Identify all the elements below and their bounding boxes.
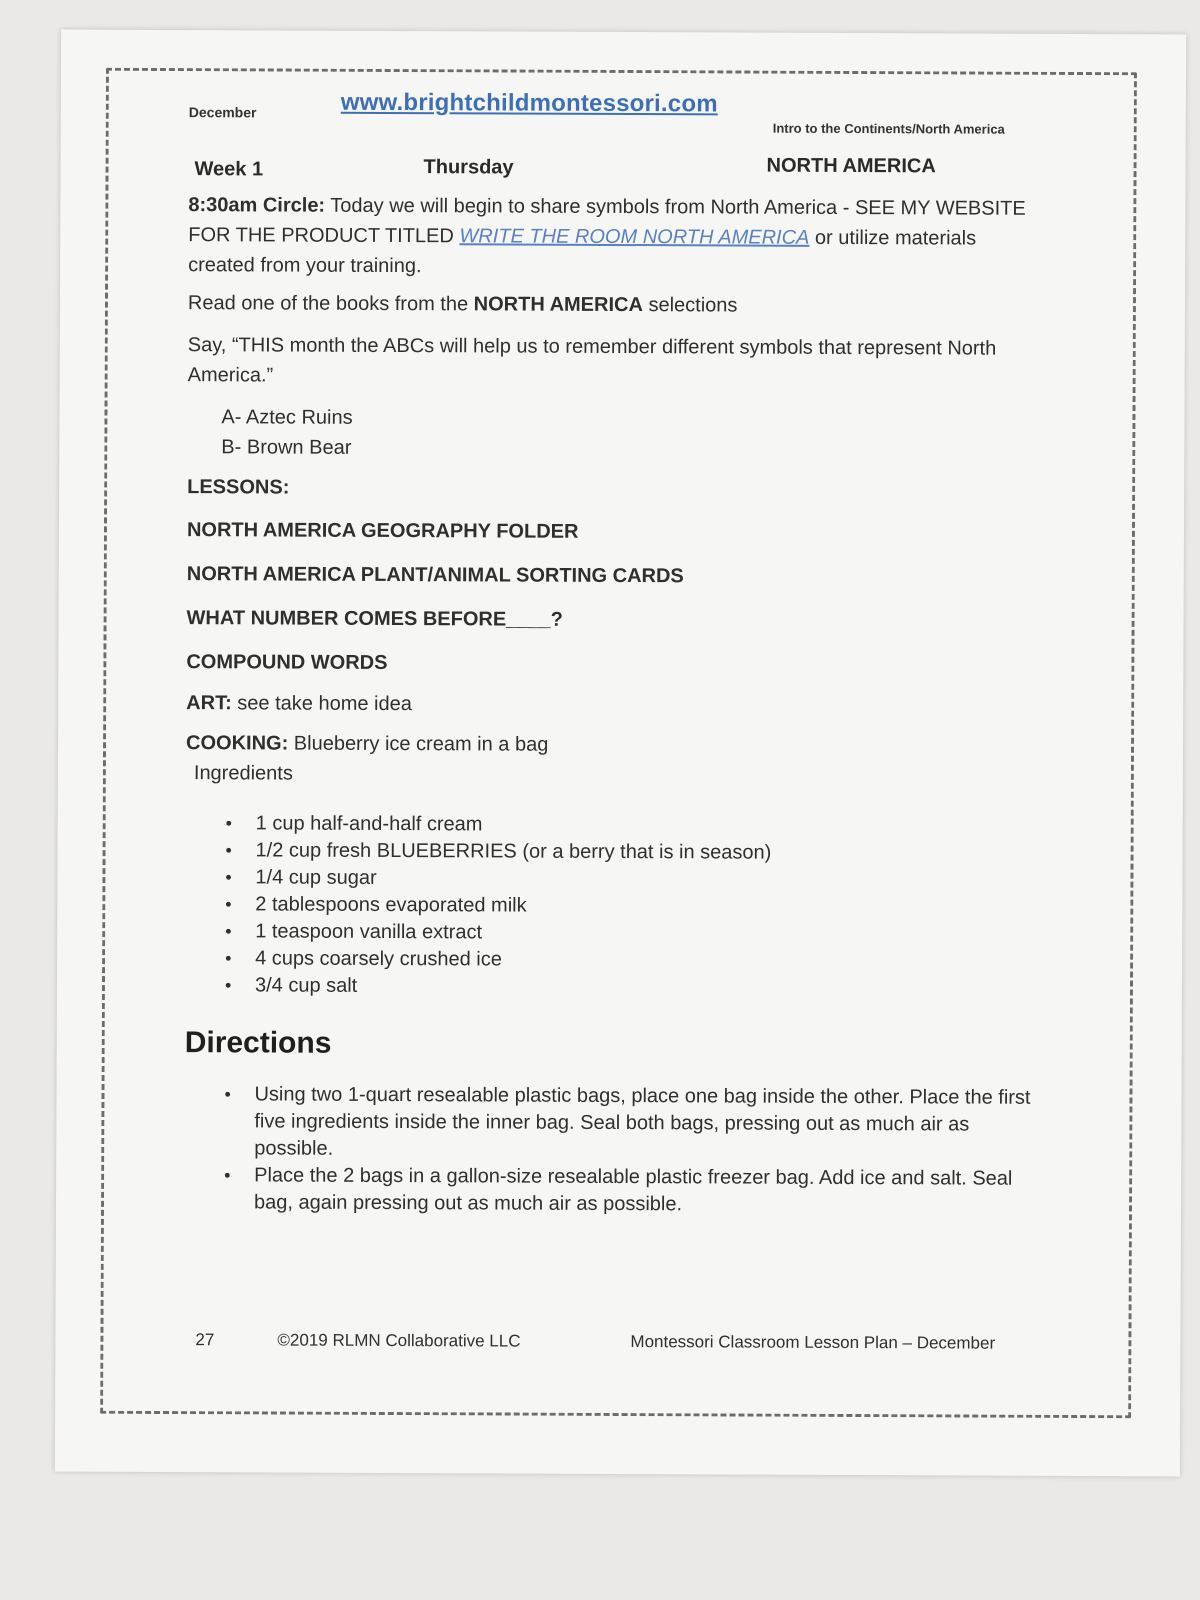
page-number: 27 — [195, 1330, 215, 1350]
abc-item: B- Brown Bear — [221, 436, 352, 459]
list-item: • 2 tablespoons evaporated milk — [225, 891, 1040, 922]
circle-text-end: or utilize materials created from your training. — [188, 226, 977, 278]
lesson-plan-page — [55, 30, 1186, 1477]
ingredients-list — [185, 810, 1041, 1003]
list-item: • 1/4 cup sugar — [225, 864, 1040, 895]
cooking-paragraph — [186, 728, 1041, 762]
cooking-label: COOKING: — [185, 732, 289, 755]
day-label: Thursday — [423, 156, 514, 179]
list-item: • 1 teaspoon vanilla extract — [225, 918, 1040, 949]
circle-text: Today we will begin to share symbols from North America - SEE MY WEBSITE FOR THE PRODUCT TITLED — [188, 194, 1026, 248]
art-paragraph — [186, 688, 1041, 722]
read-bold: NORTH AMERICA — [473, 293, 643, 317]
read-prefix: Read one of the books from the — [187, 292, 474, 316]
circle-paragraph — [188, 190, 1043, 284]
header-website-link[interactable]: www.brightchildmontessori.com — [340, 88, 718, 118]
list-item: • Using two 1-quart resealable plastic bags, place one bag inside the other. Place the first five ingredients inside the inner bag. Seal both bags, pressing out as much air as possible. — [224, 1081, 1039, 1166]
say-paragraph: Say, “THIS month the ABCs will help us to remember different symbols that represent North America.” — [187, 334, 997, 387]
abc-item: A- Aztec Ruins — [221, 406, 353, 429]
lesson-item: WHAT NUMBER COMES BEFORE____? — [186, 607, 563, 631]
art-text: see take home idea — [231, 692, 412, 716]
list-item: • 1/2 cup fresh BLUEBERRIES (or a berry that is in season) — [226, 837, 1041, 868]
list-item: • 4 cups coarsely crushed ice — [225, 945, 1040, 976]
lesson-item: NORTH AMERICA PLANT/ANIMAL SORTING CARDS — [186, 563, 684, 588]
read-paragraph — [188, 288, 1043, 322]
list-item: • 1 cup half-and-half cream — [226, 810, 1041, 841]
abc-list — [187, 402, 1042, 466]
directions-heading: Directions — [184, 1026, 332, 1060]
list-item: • Place the 2 bags in a gallon-size resealable plastic freezer bag. Add ice and salt. Seal bag, again pressing out as much air as possible. — [224, 1162, 1039, 1220]
lesson-item: COMPOUND WORDS — [186, 651, 388, 674]
copyright: ©2019 RLMN Collaborative LLC — [277, 1330, 521, 1351]
art-label: ART: — [186, 692, 232, 715]
circle-label: 8:30am Circle: — [188, 194, 326, 217]
directions-list — [184, 1081, 1040, 1220]
cooking-text: Blueberry ice cream in a bag — [288, 732, 549, 756]
list-item: • 3/4 cup salt — [225, 972, 1040, 1003]
week-label: Week 1 — [194, 158, 264, 181]
lesson-content — [184, 190, 1043, 1220]
write-the-room-link[interactable]: WRITE THE ROOM NORTH AMERICA — [459, 225, 810, 249]
header-topic: Intro to the Continents/North America — [772, 120, 1005, 137]
region-label: NORTH AMERICA — [766, 154, 936, 178]
ingredients-label: Ingredients — [193, 762, 293, 785]
lessons-heading: LESSONS: — [187, 476, 290, 499]
footer-title: Montessori Classroom Lesson Plan – December — [630, 1332, 996, 1353]
header-month: December — [188, 104, 257, 121]
lesson-item: NORTH AMERICA GEOGRAPHY FOLDER — [186, 519, 579, 543]
read-suffix: selections — [642, 294, 738, 317]
